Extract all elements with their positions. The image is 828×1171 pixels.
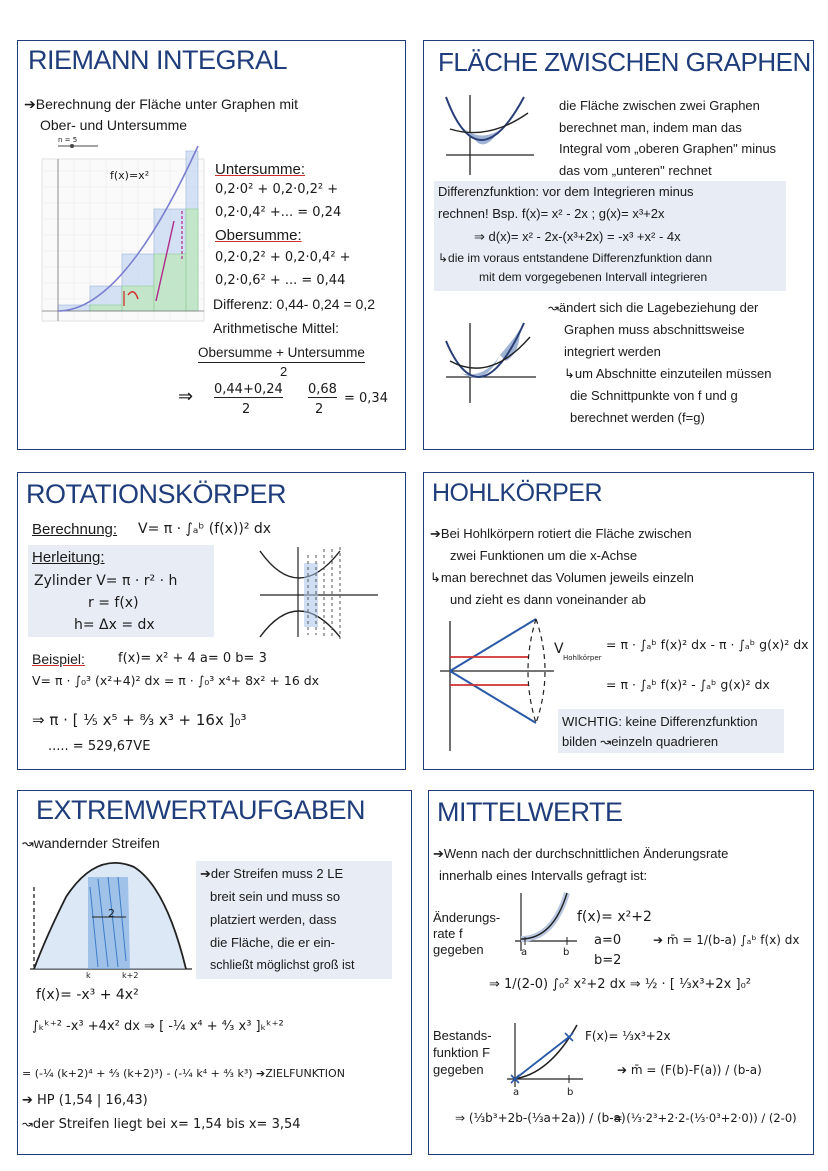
hohl-para-3: ↳man berechnet das Volumen jeweils einzeln [430, 570, 694, 585]
untersumme-label: Untersumme: [215, 161, 306, 178]
mittel-a-formula: ➔ m̄ = 1/(b-a) ∫ₐᵇ f(x) dx [653, 933, 800, 947]
rotation-herleitung-3: h= Δx = dx [74, 617, 155, 633]
mittel-b-tick-a: a [513, 1087, 520, 1098]
extrem-line-3: ➔ HP (1,54 | 16,43) [22, 1093, 148, 1108]
riemann-mean-label: Arithmetische Mittel: [213, 320, 340, 336]
rotation-herleitung-1: Zylinder V= π · r² · h [34, 573, 178, 589]
mittel-a-calc: ⇒ 1/(2-0) ∫₀² x²+2 dx ⇒ ½ · [ ⅓x³+2x ]₀² [489, 977, 752, 992]
rotation-title: ROTATIONSKÖRPER [26, 479, 287, 509]
rotation-beispiel-3: ⇒ π · [ ⅕ x⁵ + ⁸⁄₃ x³ + 16x ]₀³ [32, 711, 247, 729]
mittel-b-label-1: Bestands- [433, 1028, 492, 1043]
obersumme-line-2: 0,2·0,6² + ... = 0,44 [215, 273, 346, 288]
rotation-herleitung-2: r = f(x) [88, 595, 139, 611]
flaeche-lage-5: die Schnittpunkte von f und g [570, 388, 738, 403]
riemann-slider-label: n = 5 [58, 136, 78, 144]
extrem-subtitle: ↝wandernder Streifen [22, 835, 160, 851]
flaeche-title: FLÄCHE ZWISCHEN GRAPHEN [438, 47, 811, 77]
untersumme-line-2: 0,2·0,4² +... = 0,24 [215, 205, 342, 220]
flaeche-lage-2: Graphen muss abschnittsweise [564, 322, 745, 337]
extrem-title: EXTREMWERTAUFGABEN [36, 795, 366, 825]
riemann-difference: Differenz: 0,44- 0,24 = 0,2 [213, 296, 376, 312]
extrem-width-label: 2 [108, 907, 115, 920]
mittel-b-function: F(x)= ⅓x³+2x [585, 1029, 671, 1043]
riemann-intro-2: Ober- und Untersumme [40, 117, 188, 133]
hohl-wichtig-1: WICHTIG: keine Differenzfunktion [562, 714, 758, 729]
extrem-line-1: ∫ₖᵏ⁺² -x³ +4x² dx ⇒ [ -¼ x⁴ + ⁴⁄₃ x³ ]ₖᵏ⁺² [32, 1019, 284, 1034]
riemann-result-num-2: 0,68 [308, 382, 337, 397]
riemann-graph-function: f(x)=x² [110, 169, 150, 182]
hohl-para-1: ➔Bei Hohlkörpern rotiert die Fläche zwischen [430, 526, 692, 541]
flaeche-lage-1: ↝ändert sich die Lagebeziehung der [548, 300, 759, 315]
rotation-beispiel-4: ..... = 529,67VE [48, 739, 151, 754]
rotation-beispiel-label: Beispiel: [32, 651, 85, 667]
hohl-v-subscript: Hohlkörper [563, 654, 602, 662]
mittel-b-label-3: gegeben [433, 1062, 484, 1077]
extrem-info-3: platziert werden, dass [210, 912, 337, 927]
extrem-section [17, 790, 412, 1155]
flaeche-para-2: berechnet man, indem man das [559, 120, 742, 135]
mittel-b-tick-b: b [567, 1087, 574, 1098]
mittel-a-tick-a: a [521, 947, 528, 958]
hohl-section [423, 472, 814, 770]
mittel-b-formula: ➔ m̄ = (F(b)-F(a)) / (b-a) [617, 1063, 762, 1077]
extrem-info-2: breit sein und muss so [210, 889, 341, 904]
flaeche-para-4: das vom „unteren" rechnet [559, 163, 712, 178]
flaeche-diff-1: Differenzfunktion: vor dem Integrieren minus [438, 184, 694, 199]
hohl-formula-2: = π · ∫ₐᵇ f(x)² - ∫ₐᵇ g(x)² dx [606, 677, 770, 692]
extrem-info-1: ➔der Streifen muss 2 LE [200, 866, 344, 881]
mittel-section [428, 790, 814, 1155]
mittel-a-a-value: a=0 [594, 933, 622, 948]
mittel-para-2: innerhalb eines Intervalls gefragt ist: [439, 868, 648, 883]
hohl-para-2: zwei Funktionen um die x-Achse [450, 548, 638, 563]
mittel-b-calc-left: ⇒ (⅓b³+2b-(⅓a+2a)) / (b-a) [455, 1111, 626, 1125]
riemann-section [17, 40, 406, 450]
mittel-a-tick-b: b [563, 947, 570, 958]
riemann-result-den-1: 2 [242, 402, 251, 417]
untersumme-line-1: 0,2·0² + 0,2·0,2² + [215, 182, 339, 197]
rotation-berechnung-formula: V= π · ∫ₐᵇ (f(x))² dx [138, 521, 272, 537]
flaeche-graph-2 [440, 321, 540, 411]
mittel-title: MITTELWERTE [437, 797, 623, 827]
rotation-graph [256, 545, 381, 640]
mittel-a-b-value: b=2 [594, 953, 622, 968]
extrem-tick-k2: k+2 [122, 971, 139, 980]
riemann-result-value: = 0,34 [344, 391, 388, 406]
flaeche-graph-1 [438, 93, 538, 183]
riemann-result-num-1: 0,44+0,24 [214, 382, 283, 397]
flaeche-lage-4: ↳um Abschnitte einzuteilen müssen [564, 366, 772, 381]
riemann-intro-1: ➔Berechnung der Fläche unter Graphen mit [24, 96, 298, 112]
riemann-title: RIEMANN INTEGRAL [28, 45, 288, 75]
hohl-wichtig-2: bilden ↝einzeln quadrieren [562, 734, 719, 749]
hohl-formula-1: = π · ∫ₐᵇ f(x)² dx - π · ∫ₐᵇ g(x)² dx [606, 637, 809, 652]
extrem-tick-k: k [86, 971, 91, 980]
flaeche-para-3: Integral vom „oberen Graphen" minus [559, 141, 777, 156]
flaeche-diff-3: ⇒ d(x)= x² - 2x-(x³+2x) = -x³ +x² - 4x [474, 229, 681, 244]
mittel-para-1: ➔Wenn nach der durchschnittlichen Änderungsrate [433, 846, 729, 861]
flaeche-diff-4: ↳die im voraus entstandene Differenzfunktion dann [438, 251, 713, 265]
riemann-result-den-2: 2 [315, 402, 324, 417]
flaeche-diff-2: rechnen! Bsp. f(x)= x² - 2x ; g(x)= x³+2x [438, 206, 665, 221]
rotation-section [17, 472, 406, 770]
mittel-a-function: f(x)= x²+2 [577, 909, 652, 925]
rotation-beispiel-2: V= π · ∫₀³ (x²+4)² dx = π · ∫₀³ x⁴+ 8x² + 16 dx [32, 673, 320, 688]
extrem-line-4: ↝der Streifen liegt bei x= 1,54 bis x= 3,54 [22, 1117, 301, 1132]
mittel-b-calc-right: = (⅓·2³+2·2-(⅓·0³+2·0)) / (2-0) [613, 1111, 797, 1125]
extrem-line-2: = (-¼ (k+2)⁴ + ⁴⁄₃ (k+2)³) - (-¼ k⁴ + ⁴⁄₃ k³) ➔ZIELFUNKTION [22, 1067, 345, 1080]
riemann-result-arrow: ⇒ [178, 386, 194, 406]
rotation-herleitung-label: Herleitung: [32, 549, 105, 566]
hohl-graph [436, 611, 556, 756]
flaeche-para-1: die Fläche zwischen zwei Graphen [559, 98, 760, 113]
mittel-graph-2 [505, 1019, 585, 1095]
flaeche-diff-5: mit dem vorgegebenen Intervall integrieren [479, 270, 708, 284]
rotation-beispiel-1: f(x)= x² + 4 a= 0 b= 3 [118, 651, 267, 666]
hohl-title: HOHLKÖRPER [432, 479, 603, 507]
mittel-a-label-3: gegeben [433, 942, 484, 957]
obersumme-label: Obersumme: [215, 227, 302, 244]
extrem-info-5: schließt möglichst groß ist [210, 958, 355, 972]
flaeche-lage-6: berechnet werden (f=g) [570, 410, 705, 425]
rotation-berechnung-label: Berechnung: [32, 521, 118, 538]
mittel-a-label-1: Änderungs- [433, 910, 501, 925]
riemann-mean-denominator: 2 [280, 364, 288, 379]
hohl-v-label: V [554, 641, 564, 657]
obersumme-line-1: 0,2·0,2² + 0,2·0,4² + [215, 250, 351, 265]
flaeche-section [423, 40, 814, 450]
riemann-mean-numerator: Obersumme + Untersumme [198, 344, 365, 363]
mittel-a-label-2: rate f [433, 926, 463, 941]
hohl-para-4: und zieht es dann voneinander ab [450, 592, 646, 607]
flaeche-lage-3: integriert werden [564, 344, 661, 359]
extrem-info-4: die Fläche, die er ein- [210, 935, 336, 950]
mittel-b-label-2: funktion F [433, 1045, 491, 1060]
extrem-function: f(x)= -x³ + 4x² [36, 987, 139, 1003]
